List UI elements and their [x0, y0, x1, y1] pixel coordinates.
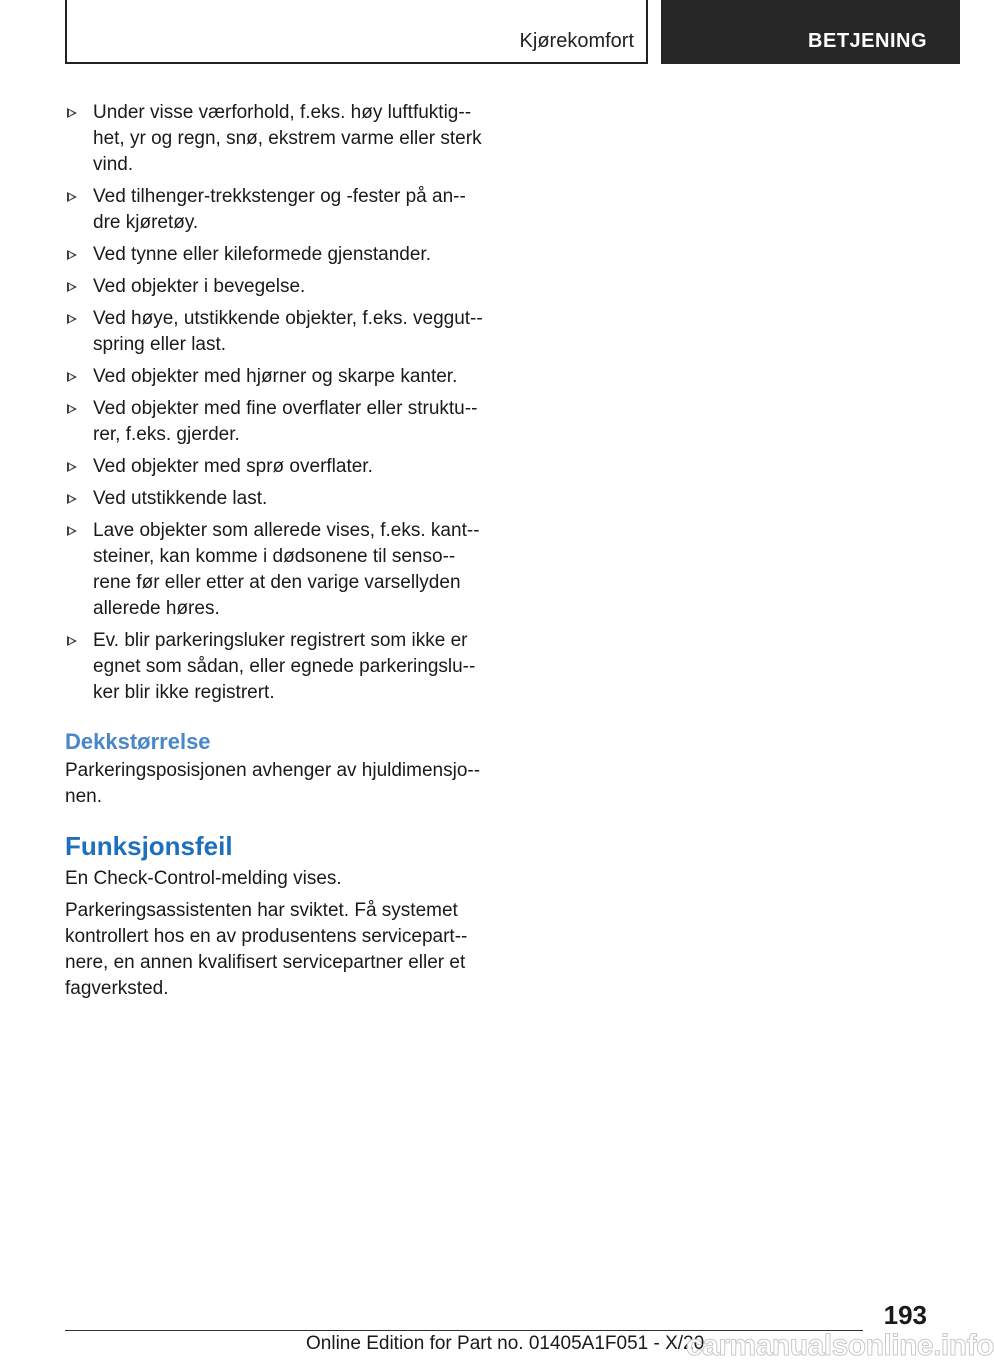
watermark-logo: carmanualsonline.info: [686, 1329, 994, 1362]
list-item: [65, 306, 485, 358]
triangle-bullet-icon: [67, 314, 77, 324]
footer-edition: Online Edition for Part no. 01405A1F051 - X/20: [306, 1333, 705, 1354]
triangle-bullet-icon: [67, 526, 77, 536]
list-item: [65, 242, 485, 268]
section-title: Kjørekomfort: [519, 30, 634, 52]
list-item-text: Ved tynne eller kileformede gjenstander.: [93, 244, 431, 265]
list-item-text: Under visse værforhold, f.eks. høy luftfuktig-het, yr og regn, snø, ekstrem varme eller sterk vind.: [93, 102, 482, 175]
triangle-bullet-icon: [67, 404, 77, 414]
list-item: [65, 100, 485, 178]
chapter-title: BETJENING: [808, 30, 927, 52]
list-item: [65, 486, 485, 512]
list-item: [65, 396, 485, 448]
list-item: [65, 518, 485, 622]
list-item-text: Ev. blir parkeringsluker registrert som ikke er egnet som sådan, eller egnede parkeringslu-ker blir ikke registrert.: [93, 630, 476, 703]
triangle-bullet-icon: [67, 372, 77, 382]
header-section-box: [65, 0, 648, 64]
list-item-text: Lave objekter som allerede vises, f.eks. kant-steiner, kan komme i dødsonene til senso-rene før eller etter at den varige varsellyden allerede høres.: [93, 520, 480, 619]
bullet-list: [65, 100, 485, 706]
triangle-bullet-icon: [67, 636, 77, 646]
list-item-text: Ved objekter i bevegelse.: [93, 276, 306, 297]
list-item-text: Ved objekter med fine overflater eller struktu-rer, f.eks. gjerder.: [93, 398, 478, 445]
triangle-bullet-icon: [67, 462, 77, 472]
list-item-text: Ved høye, utstikkende objekter, f.eks. veggut-spring eller last.: [93, 308, 483, 355]
list-item-text: Ved utstikkende last.: [93, 488, 268, 509]
triangle-bullet-icon: [67, 494, 77, 504]
triangle-bullet-icon: [67, 108, 77, 118]
triangle-bullet-icon: [67, 192, 77, 202]
paragraph-service: Parkeringsassistenten har sviktet. Få systemet kontrollert hos en av produsentens servicepart-nere, en annen kvalifisert servicepartner eller et fagverksted.: [65, 900, 468, 999]
list-item: [65, 454, 485, 480]
list-item-text: Ved objekter med sprø overflater.: [93, 456, 373, 477]
chapter-tab: [661, 0, 960, 64]
heading-funksjonsfeil: Funksjonsfeil: [65, 831, 233, 861]
list-item: [65, 364, 485, 390]
list-item-text: Ved tilhenger-trekkstenger og -fester på an-dre kjøretøy.: [93, 186, 466, 233]
heading-dekkstorrelse: Dekkstørrelse: [65, 729, 211, 754]
triangle-bullet-icon: [67, 282, 77, 292]
page-number: 193: [883, 1300, 927, 1330]
list-item: [65, 628, 485, 706]
list-item: [65, 184, 485, 236]
triangle-bullet-icon: [67, 250, 77, 260]
paragraph-dekkstorrelse: Parkeringsposisjonen avhenger av hjuldimensjo-nen.: [65, 760, 481, 807]
main-content: [65, 100, 485, 1008]
list-item: [65, 274, 485, 300]
paragraph-check-control: En Check-Control-melding vises.: [65, 868, 342, 889]
list-item-text: Ved objekter med hjørner og skarpe kanter.: [93, 366, 458, 387]
